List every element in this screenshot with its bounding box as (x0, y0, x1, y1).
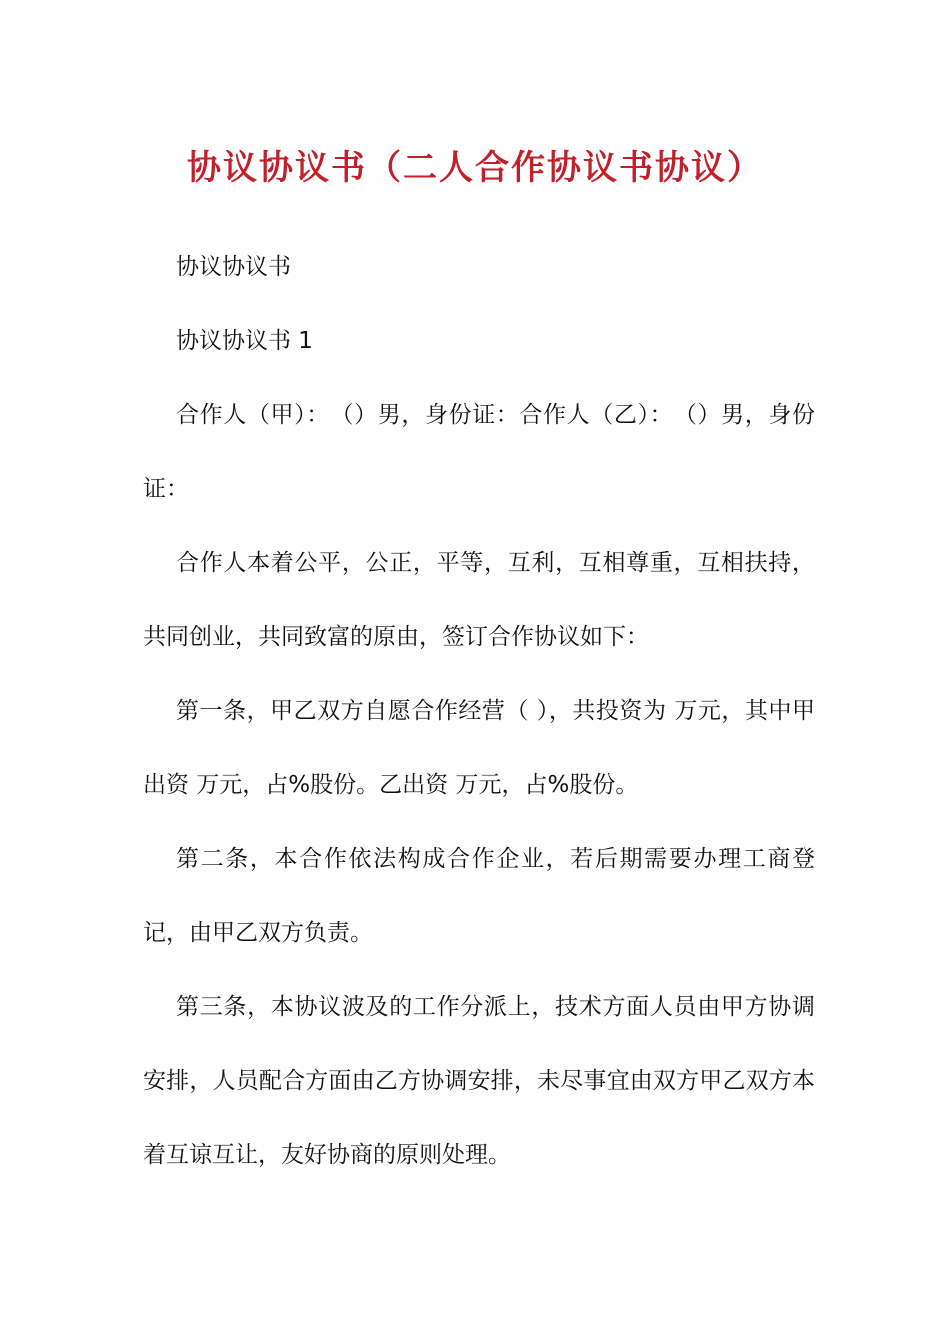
paragraph-heading: 协议协议书 (176, 254, 291, 280)
document-body (143, 230, 815, 1192)
document-title: 协议协议书（二人合作协议书协议） (187, 148, 763, 188)
paragraph-principles: 合作人本着公平，公正，平等，互利，互相尊重，互相扶持，共同创业，共同致富的原由，签订合作协议如下： (143, 550, 815, 650)
paragraph-article-2: 第二条，本合作依法构成合作企业，若后期需要办理工商登记，由甲乙双方负责。 (143, 846, 815, 946)
paragraph-parties: 合作人（甲）： （）男，身份证：合作人（乙）： （）男，身份证： (143, 402, 815, 502)
paragraph-article-3: 第三条，本协议波及的工作分派上，技术方面人员由甲方协调安排，人员配合方面由乙方协调安排，未尽事宜由双方甲乙双方本着互谅互让，友好协商的原则处理。 (143, 994, 815, 1168)
paragraph-subheading: 协议协议书 1 (176, 328, 313, 354)
paragraph-article-1: 第一条，甲乙双方自愿合作经营（ ），共投资为 万元，其中甲出资 万元，占%股份。乙出资 万元，占%股份。 (143, 698, 815, 798)
